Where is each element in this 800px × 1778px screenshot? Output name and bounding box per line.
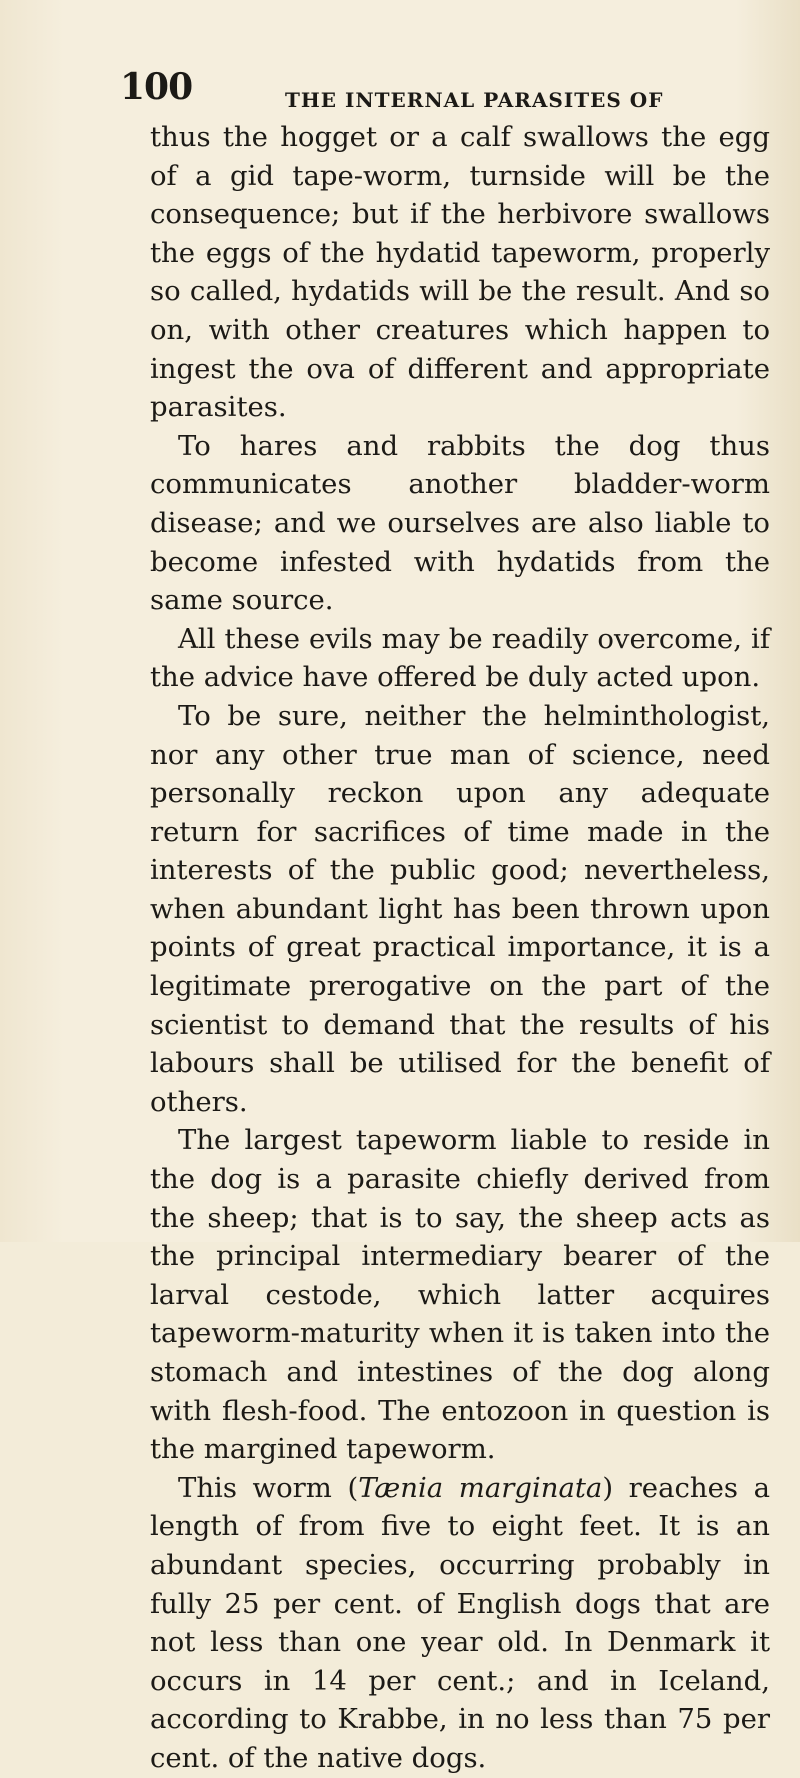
species-name: Tænia marginata bbox=[358, 1471, 603, 1504]
paragraph bbox=[150, 1469, 770, 1778]
paragraph: The largest tapeworm liable to reside in the dog is a parasite chiefly derived from the sheep; that is to say, the sheep acts as the principal intermediary bearer of the larval cestode, which latter acquires tapeworm-maturity when it is taken into the stomach and intestines of the dog along with flesh-food. The entozoon in question is the margined tapeworm. bbox=[150, 1124, 770, 1466]
page-number: 100 bbox=[120, 66, 193, 108]
paragraph: thus the hogget or a calf swallows the egg of a gid tape-worm, turnside will be the consequence; but if the herbivore swallows the eggs of the hydatid tapeworm, properly so called, hydatids will be the result. And so on, with other creatures which happen to ingest the ova of different and appropriate parasites. bbox=[150, 121, 770, 424]
paragraph: All these evils may be readily overcome, if the advice have offered be duly acted upon. bbox=[150, 622, 770, 694]
page-header bbox=[120, 66, 760, 112]
paragraph: To be sure, neither the helminthologist, nor any other true man of science, need personally reckon upon any adequate return for sacrifices of time made in the interests of the public good; nevertheless, when abundant light has been thrown upon points of great practical importance, it is a legitimate prerogative on the part of the scientist to demand that the results of his labours shall be utilised for the benefit of others. bbox=[150, 699, 770, 1118]
running-head: THE INTERNAL PARASITES OF bbox=[285, 88, 664, 112]
body-text bbox=[150, 118, 770, 1778]
paragraph-text: This worm ( bbox=[178, 1471, 359, 1504]
paragraph-text: ) reaches a length of from five to eight feet. It is an abundant species, occurring probably in fully 25 per cent. of English dogs that are not less than one year old. In Denmark it occurs in 14 per cent.; and in Iceland, according to Krabbe, in no less than 75 per cent. of the native dogs. bbox=[150, 1471, 770, 1774]
paragraph: To hares and rabbits the dog thus communicates another bladder-worm disease; and we ourselves are also liable to become infested with hydatids from the same source. bbox=[150, 429, 770, 617]
